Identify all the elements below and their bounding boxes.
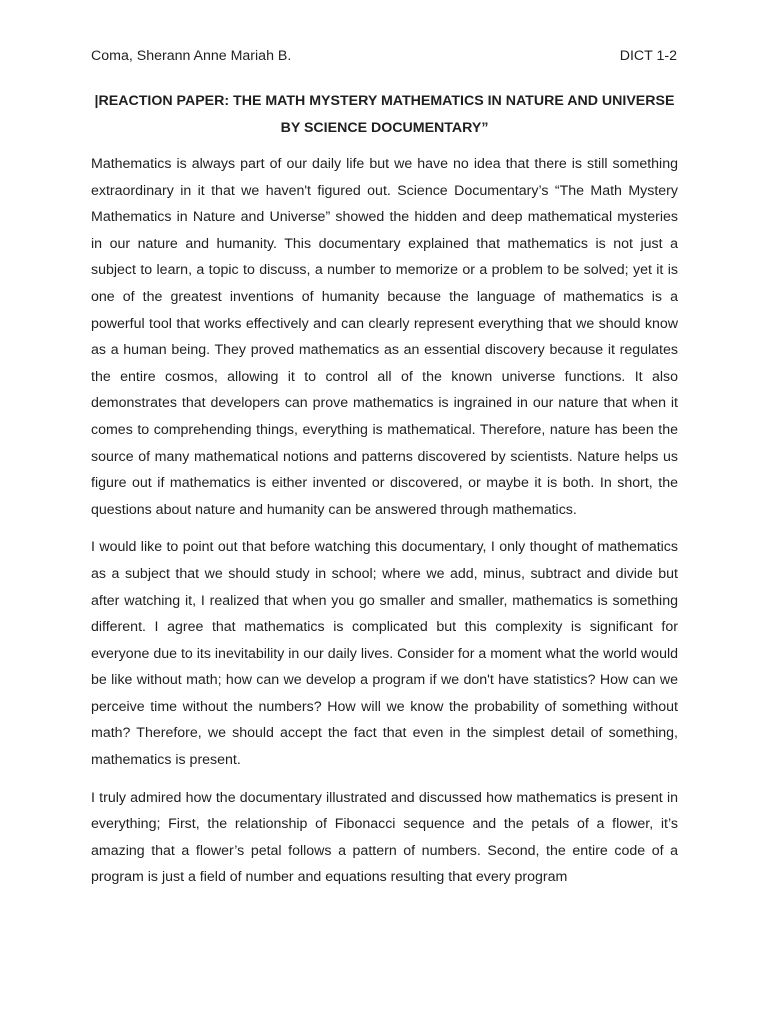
paragraph-3: I truly admired how the documentary illustrated and discussed how mathematics is present in everything; First, the relationship of Fibonacci sequence and the petals of a flower, it’s amazing that a flower’s petal follows a pattern of numbers. Second, the entire code of a program is just a field of number and equations resulting that every program bbox=[91, 789, 678, 886]
paragraph-1: Mathematics is always part of our daily life but we have no idea that there is still something extraordinary in it that we haven't figured out. Science Documentary’s “The Math Mystery Mathematics in Nature and Universe” showed the hidden and deep mathematical mysteries in our nature and humanity. This documentary explained that mathematics is not just a subject to learn, a topic to discuss, a number to memorize or a problem to be solved; yet it is one of the greatest inventions of humanity because the language of mathematics is a powerful tool that works effectively and can clearly represent everything that we should know as a human being. They proved mathematics as an essential discovery because it regulates the entire cosmos, allowing it to control all of the known universe functions. It also demonstrates that developers can prove mathematics is ingrained in our nature that when it comes to comprehending things, everything is mathematical. Therefore, nature has been the source of many mathematical notions and patterns discovered by scientists. Nature helps us figure out if mathematics is either invented or discovered, or maybe it is both. In short, the questions about nature and humanity can be answered through mathematics. bbox=[91, 156, 678, 518]
document-page bbox=[91, 0, 678, 1024]
class-section: DICT 1-2 bbox=[619, 48, 677, 64]
document-title: |REACTION PAPER: THE MATH MYSTERY MATHEMATICS IN NATURE AND UNIVERSE BY SCIENCE DOCUMENTARY” bbox=[94, 93, 675, 136]
document-header bbox=[91, 44, 678, 68]
author-name: Coma, Sherann Anne Mariah B. bbox=[91, 48, 292, 64]
paragraph-2: I would like to point out that before watching this documentary, I only thought of mathematics as a subject that we should study in school; where we add, minus, subtract and divide but after watching it, I realized that when you go smaller and smaller, mathematics is something different. I agree that mathematics is complicated but this complexity is significant for everyone due to its inevitability in our daily lives. Consider for a moment what the world would be like without math; how can we develop a program if we don't have statistics? How can we perceive time without the numbers? How will we know the probability of something without math? Therefore, we should accept the fact that even in the simplest detail of something, mathematics is present. bbox=[91, 539, 678, 769]
document-body bbox=[91, 151, 678, 902]
